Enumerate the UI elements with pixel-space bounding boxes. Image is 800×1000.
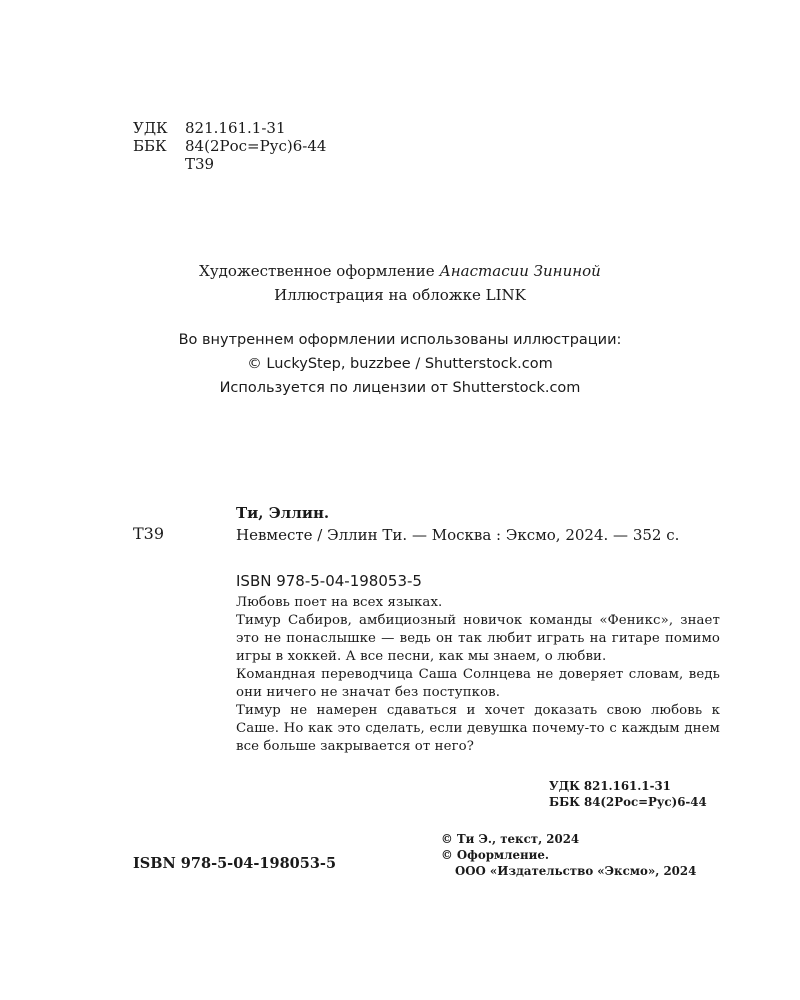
copyright-publisher: ООО «Издательство «Эксмо», 2024 — [455, 864, 697, 878]
catalog-author: Ти, Эллин. — [236, 504, 330, 522]
bbk-value: 84(2Рос=Рус)6-44 — [185, 137, 327, 155]
license-note: Используется по лицензии от Shutterstock.com — [219, 380, 581, 396]
footer-isbn: ISBN 978-5-04-198053-5 — [133, 855, 337, 872]
copyright-text: © Ти Э., текст, 2024 — [441, 832, 580, 846]
design-credit-prefix: Художественное оформление — [199, 262, 440, 280]
annotation-paragraph: Тимур не намерен сдаваться и хочет доказать свою любовь к Саше. Но как это сделать, если девушка почему-то с каждым днем все больше закрывается от него? — [236, 703, 720, 754]
catalog-classification — [549, 778, 707, 810]
bbk-label: ББК — [133, 137, 167, 155]
illustration-sources: © LuckyStep, buzzbee / Shutterstock.com — [247, 356, 553, 372]
annotation — [236, 594, 720, 756]
annotation-paragraph: Командная переводчица Саша Солнцева не доверяет словам, ведь они ничего не значат без поступков. — [236, 667, 720, 700]
udk-label: УДК — [133, 119, 168, 137]
copyright-block — [441, 831, 696, 879]
cover-illustration-credit: Иллюстрация на обложке LINK — [274, 286, 526, 304]
catalog-description: Невместе / Эллин Ти. — Москва : Эксмо, 2024. — 352 с. — [236, 526, 680, 544]
udk-row — [133, 118, 286, 138]
copyright-design: © Оформление. — [441, 848, 550, 862]
design-credit-name: Анастасии Зининой — [439, 262, 601, 280]
author-mark-top: Т39 — [185, 155, 215, 173]
catalog-author-mark: Т39 — [133, 524, 165, 543]
annotation-paragraph: Тимур Сабиров, амбициозный новичок команды «Феникс», знает это не понаслышке — ведь он так любит играть на гитаре помимо игры в хоккей. А все песни, как мы знаем, о любви. — [236, 613, 720, 664]
catalog-bbk: ББК 84(2Рос=Рус)6-44 — [549, 795, 707, 809]
catalog-isbn: ISBN 978-5-04-198053-5 — [236, 572, 422, 590]
design-credit — [0, 259, 800, 283]
catalog-udk: УДК 821.161.1-31 — [549, 779, 671, 793]
inner-illustrations-note: Во внутреннем оформлении использованы иллюстрации: — [178, 332, 622, 348]
annotation-paragraph: Любовь поет на всех языках. — [236, 595, 443, 610]
illustrations-block — [0, 328, 800, 400]
bbk-row — [133, 136, 326, 156]
udk-value: 821.161.1-31 — [185, 119, 286, 137]
credits-block — [0, 259, 800, 307]
